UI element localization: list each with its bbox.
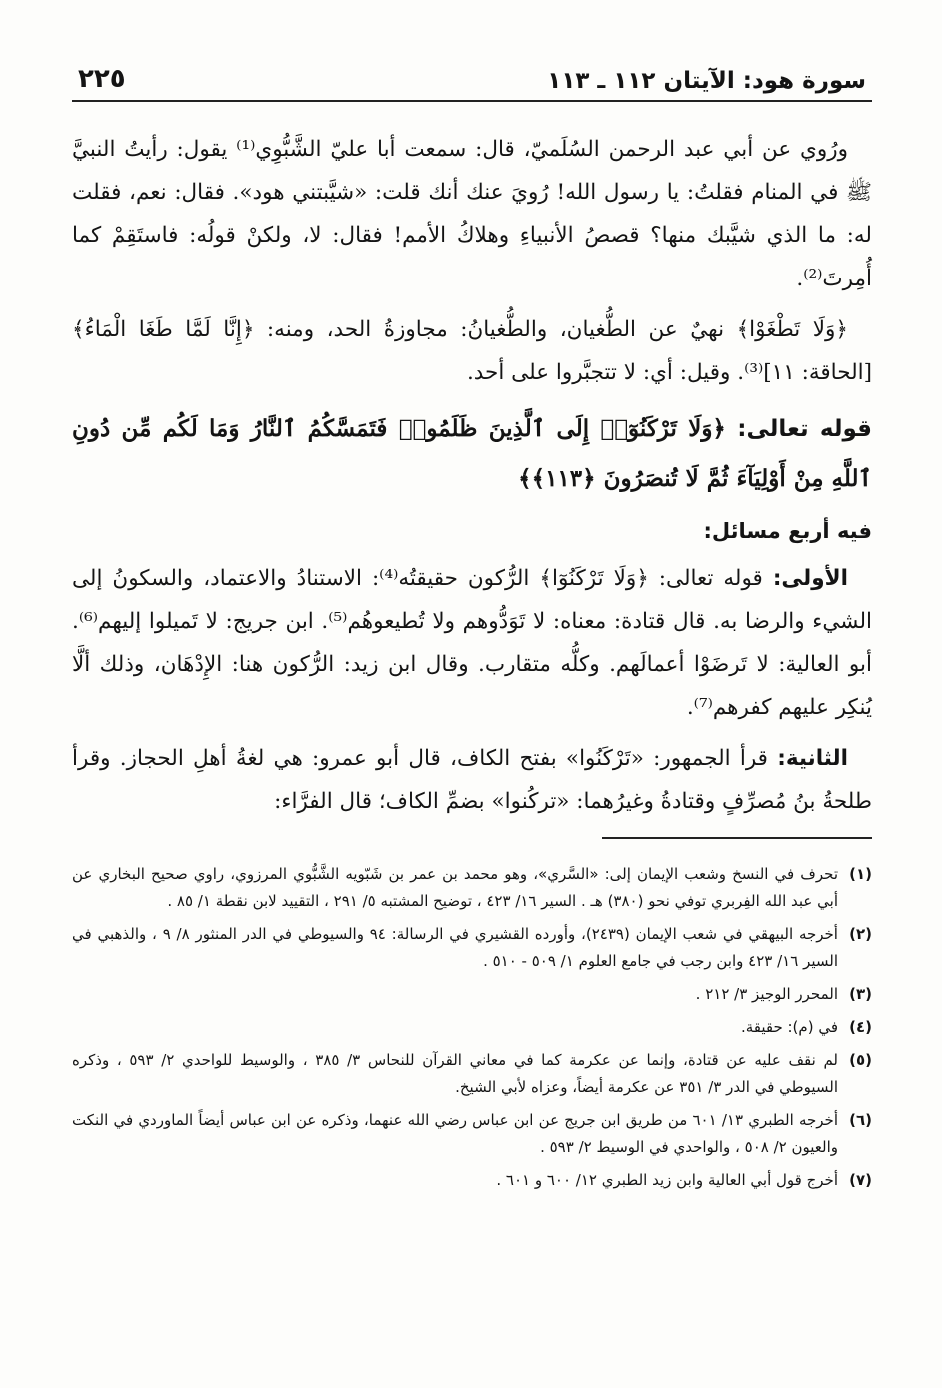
footnote-item bbox=[72, 1047, 872, 1101]
masala-first bbox=[72, 557, 872, 729]
running-title: سورة هود: الآيتان ١١٢ ـ ١١٣ bbox=[547, 68, 866, 94]
footnote-number: (٣) bbox=[849, 985, 872, 1003]
page-header bbox=[72, 56, 872, 102]
masala-second-label: الثانية: bbox=[777, 746, 848, 771]
footnote-text: تحرف في النسخ وشعب الإيمان إلى: «السَّري»، وهو محمد بن عمر بن شَبّويه الشَّبُّوي المرزوي، راوي صحيح البخاري عن أبي عبد الله الفِربري توفي نحو (٣٨٠) هـ . السير ١٦/ ٤٢٣ ، توضيح المشتبه ٥/ ٢٩١ ، التقييد لابن نقطة ١/ ٨٥ . bbox=[72, 865, 838, 910]
book-page bbox=[72, 56, 872, 1200]
footnote-item bbox=[72, 981, 872, 1008]
footnote-text: المحرر الوجيز ٣/ ٢١٢ . bbox=[695, 985, 838, 1003]
footnote-number: (٥) bbox=[849, 1051, 872, 1069]
footnote-item bbox=[72, 1107, 872, 1161]
footnote-text: أخرجه الطبري ١٣/ ٦٠١ من طريق ابن جريج عن ابن عباس رضي الله عنهما، وذكره عن ابن عباس أيضاً الماوردي في النكت والعيون ٢/ ٥٠٨ ، والواحدي في الوسيط ٢/ ٥٩٣ . bbox=[72, 1111, 839, 1156]
footnote-item bbox=[72, 1014, 872, 1041]
page-number: ٢٢٥ bbox=[78, 64, 126, 94]
footnote-number: (١) bbox=[849, 865, 872, 883]
footnote-text: أخرج قول أبي العالية وابن زيد الطبري ١٢/ ٦٠٠ و ٦٠١ . bbox=[496, 1171, 838, 1189]
paragraph-riwaya: ورُوي عن أبي عبد الرحمن السُلَميّ، قال: سمعت أبا عليّ الشَّبُّوِي⁽¹⁾ يقول: رأيتُ النبيَّ ﷺ في المنام فقلتُ: يا رسول الله! رُويَ عنك أنك قلت: «شيَّبتني هود». فقال: نعم، فقلت له: ما الذي شيَّبك منها؟ قصصُ الأنبياءِ وهلاكُ الأمم! فقال: لا، ولكنْ قولُه: فاستَقِمْ كما أُمِرتَ⁽²⁾. bbox=[72, 137, 872, 291]
footnote-number: (٦) bbox=[849, 1111, 872, 1129]
verse-block bbox=[72, 404, 872, 504]
masail-heading: فيه أربع مسائل: bbox=[703, 519, 872, 543]
footnote-divider bbox=[602, 837, 872, 839]
main-text bbox=[72, 128, 872, 823]
footnote-item bbox=[72, 1167, 872, 1194]
masala-second-text: قرأ الجمهور: «تَرْكَنُوا» بفتح الكاف، قال أبو عمرو: هي لغةُ أهلِ الحجاز. وقرأ طلحةُ بنُ مُصرِّفٍ وقتادةُ وغيرُهما: «تركُنوا» بضمِّ الكاف؛ قال الفرَّاء: bbox=[72, 746, 872, 814]
masala-first-text: قوله تعالى: ﴿وَلَا تَرْكَنُوٓا﴾ الرُّكون حقيقتُه⁽⁴⁾: الاستنادُ والاعتماد، والسكونُ إلى الشيء والرضا به. قال قتادة: معناه: لا تَوَدُّوهم ولا تُطيعوهُم⁽⁵⁾. ابن جريج: لا تَميلوا إليهم⁽⁶⁾. أبو العالية: لا تَرضَوْا أعمالَهم. وكلُّه متقارب. وقال ابن زيد: الرُّكون هنا: الإِدْهَان، وذلك ألَّا يُنكِر عليهم كفرهم⁽⁷⁾. bbox=[72, 566, 873, 720]
footnote-item bbox=[72, 861, 872, 915]
verse-text: ﴿وَلَا تَرْكَنُوٓا۟ إِلَى ٱلَّذِينَ ظَلَمُوا۟ فَتَمَسَّكُمُ ٱلنَّارُ وَمَا لَكُم مِّن دُونِ ٱللَّهِ مِنْ أَوْلِيَآءَ ثُمَّ لَا تُنصَرُونَ ﴿١١٣﴾﴾ bbox=[72, 415, 872, 492]
masala-first-label: الأولى: bbox=[772, 566, 848, 591]
footnote-number: (٢) bbox=[849, 925, 872, 943]
footnote-text: أخرجه البيهقي في شعب الإيمان (٢٤٣٩)، وأورده القشيري في الرسالة: ٩٤ والسيوطي في الدر المنثور ٨/ ٩ ، والذهبي في السير ١٦/ ٤٢٣ وابن رجب في جامع العلوم ١/ ٥٠٩ - ٥١٠ . bbox=[72, 925, 838, 970]
footnote-item bbox=[72, 921, 872, 975]
paragraph-tughyan: ﴿وَلَا تَطْغَوْا﴾ نهيٌ عن الطُّغيان، والطُّغيانُ: مجاوزةُ الحد، ومنه: ﴿إِنَّا لَمَّا طَغَا الْمَاءُ﴾ [الحاقة: ١١]⁽³⁾. وقيل: أي: لا تتجبَّروا على أحد. bbox=[72, 317, 872, 385]
footnotes bbox=[72, 861, 872, 1194]
footnote-number: (٧) bbox=[849, 1171, 872, 1189]
masala-second bbox=[72, 737, 872, 823]
footnote-text: لم نقف عليه عن قتادة، وإنما عن عكرمة كما في معاني القرآن للنحاس ٣/ ٣٨٥ ، والوسيط للواحدي ٢/ ٥٩٣ ، وذكره السيوطي في الدر ٣/ ٣٥١ عن عكرمة أيضاً، وعزاه لأبي الشيخ. bbox=[72, 1051, 839, 1096]
verse-label: قوله تعالى: bbox=[737, 416, 872, 442]
footnote-text: في (م): حقيقة. bbox=[740, 1018, 838, 1036]
footnote-number: (٤) bbox=[849, 1018, 872, 1036]
